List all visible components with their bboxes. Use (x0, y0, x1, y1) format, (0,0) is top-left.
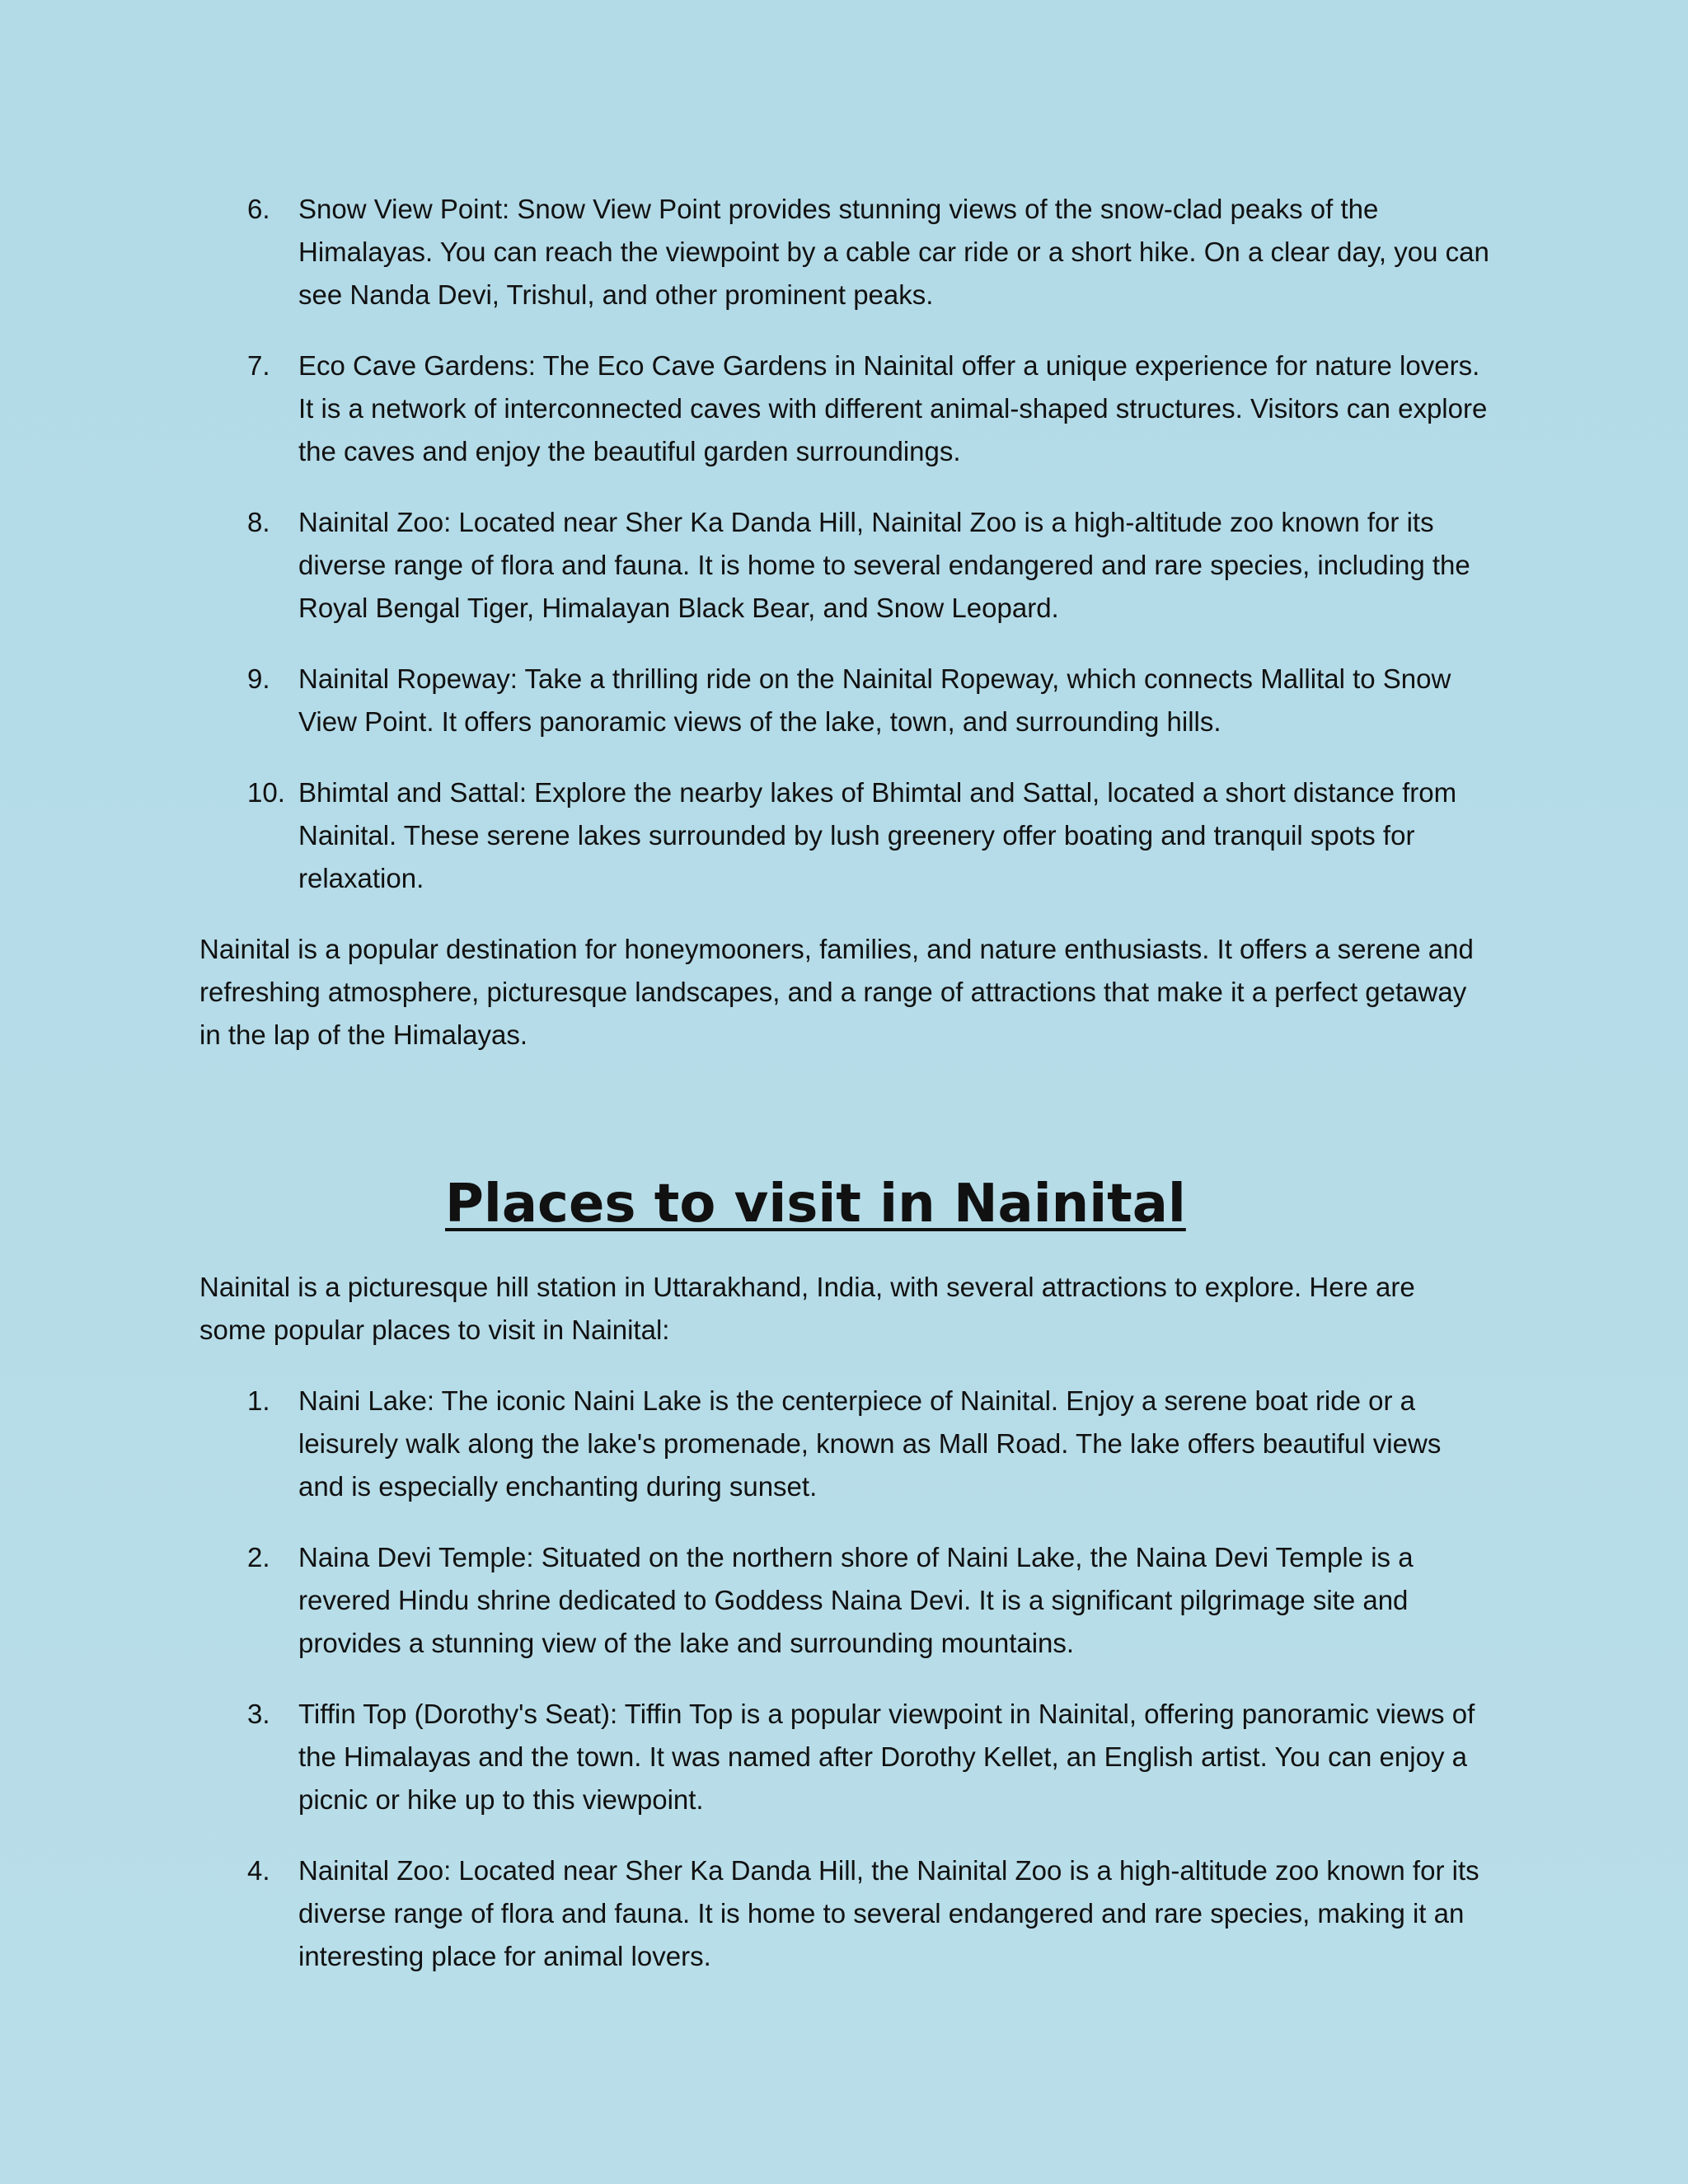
list-item-number: 3. (247, 1699, 270, 1729)
list-item-number: 8. (247, 507, 270, 537)
list-item (199, 344, 1490, 473)
intro-paragraph: Nainital is a picturesque hill station in Uttarakhand, India, with several attractions to explore. Here are some popular places to visit in Nainital: (199, 1272, 1415, 1345)
list-item-text: Nainital Zoo: Located near Sher Ka Danda Hill, the Nainital Zoo is a high-altitude zoo known for its diverse range of flora and fauna. It is home to several endangered and rare species, making it an interesting place for animal lovers. (298, 1855, 1479, 1971)
list-item-number: 10. (247, 777, 285, 808)
list-item (199, 1693, 1490, 1821)
list-item-number: 7. (247, 350, 270, 381)
list-item (199, 658, 1490, 743)
list-item-number: 9. (247, 663, 270, 694)
list-item (199, 1849, 1490, 1978)
list-item (199, 1380, 1490, 1508)
list-item-number: 6. (247, 194, 270, 224)
list-item-number: 4. (247, 1855, 270, 1886)
list-item-text: Tiffin Top (Dorothy's Seat): Tiffin Top is a popular viewpoint in Nainital, offering panoramic views of the Himalayas and the town. It was named after Dorothy Kellet, an English artist. You can enjoy a picnic or hike up to this viewpoint. (298, 1699, 1475, 1815)
section-title-wrapper (199, 1169, 1490, 1240)
list-item (199, 501, 1490, 630)
list-item-text: Bhimtal and Sattal: Explore the nearby lakes of Bhimtal and Sattal, located a short distance from Nainital. These serene lakes surrounded by lush greenery offer boating and tranquil spots for relaxation. (298, 777, 1457, 893)
list-item (199, 1536, 1490, 1665)
list-item (199, 188, 1490, 316)
list-item-number: 2. (247, 1542, 270, 1572)
places-to-visit-list (199, 1380, 1490, 1978)
list-item-number: 1. (247, 1385, 270, 1416)
list-item-text: Nainital Zoo: Located near Sher Ka Danda Hill, Nainital Zoo is a high-altitude zoo known for its diverse range of flora and fauna. It is home to several endangered and rare species, including the Royal Bengal Tiger, Himalayan Black Bear, and Snow Leopard. (298, 507, 1470, 623)
closing-paragraph: Nainital is a popular destination for honeymooners, families, and nature enthusiasts. It offers a serene and refreshing atmosphere, picturesque landscapes, and a range of attractions that make it a perfect getaway in the lap of the Himalayas. (199, 934, 1474, 1050)
list-item-text: Snow View Point: Snow View Point provides stunning views of the snow-clad peaks of the Himalayas. You can reach the viewpoint by a cable car ride or a short hike. On a clear day, you can see Nanda Devi, Trishul, and other prominent peaks. (298, 194, 1489, 310)
list-item-text: Naina Devi Temple: Situated on the northern shore of Naini Lake, the Naina Devi Temple is a revered Hindu shrine dedicated to Goddess Naina Devi. It is a significant pilgrimage site and provides a stunning view of the lake and surrounding mountains. (298, 1542, 1414, 1658)
attractions-list-continued (199, 188, 1490, 900)
list-item (199, 771, 1490, 900)
list-item-text: Nainital Ropeway: Take a thrilling ride on the Nainital Ropeway, which connects Mallital to Snow View Point. It offers panoramic views of the lake, town, and surrounding hills. (298, 663, 1451, 737)
list-item-text: Eco Cave Gardens: The Eco Cave Gardens in Nainital offer a unique experience for nature lovers. It is a network of interconnected caves with different animal-shaped structures. Visitors can explore the caves and enjoy the beautiful garden surroundings. (298, 350, 1488, 466)
list-item-text: Naini Lake: The iconic Naini Lake is the centerpiece of Nainital. Enjoy a serene boat ride or a leisurely walk along the lake's promenade, known as Mall Road. The lake offers beautiful views and is especially enchanting during sunset. (298, 1385, 1442, 1502)
section-title: Places to visit in Nainital (445, 1174, 1186, 1235)
